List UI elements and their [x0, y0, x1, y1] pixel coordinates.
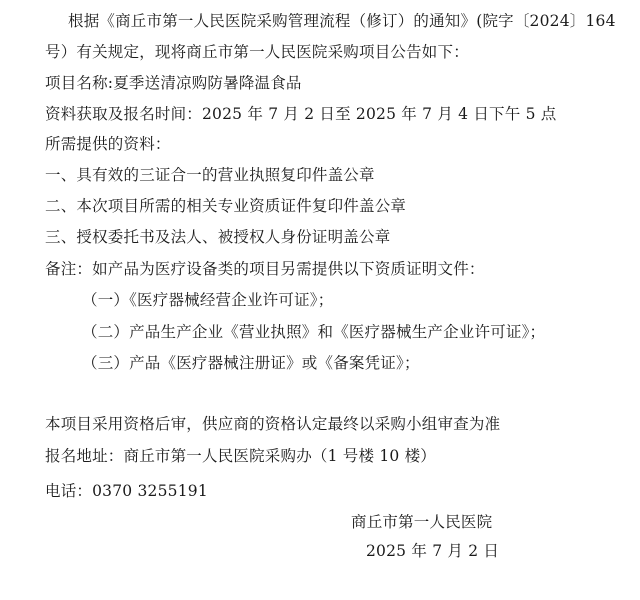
remark-item: （二）产品生产企业《营业执照》和《医疗器械生产企业许可证》；: [82, 323, 546, 341]
registration-address: 报名地址：商丘市第一人民医院采购办（1 号楼 10 楼）: [45, 447, 436, 465]
remark-item: （三）产品《医疗器械注册证》或《备案凭证》；: [82, 354, 420, 372]
remark-item: （一）《医疗器械经营企业许可证》；: [82, 291, 334, 309]
contact-phone: 电话：0370 3255191: [45, 482, 208, 500]
material-item: 二、本次项目所需的相关专业资质证件复印件盖公章: [45, 197, 407, 215]
signature-organization: 商丘市第一人民医院: [351, 513, 493, 531]
registration-time: 资料获取及报名时间：2025 年 7 月 2 日至 2025 年 7 月 4 日下午 5 点: [45, 105, 557, 123]
material-item: 一、具有效的三证合一的营业执照复印件盖公章: [45, 166, 375, 184]
material-item: 三、授权委托书及法人、被授权人身份证明盖公章: [45, 228, 391, 246]
materials-heading: 所需提供的资料：: [45, 135, 171, 153]
intro-text-line-2: 号）有关规定，现将商丘市第一人民医院采购项目公告如下：: [45, 43, 469, 61]
signature-date: 2025 年 7 月 2 日: [366, 542, 500, 560]
intro-text-line-1: 根据《商丘市第一人民医院采购管理流程（修订）的通知》(院字〔2024〕164: [68, 12, 616, 30]
remark-text: 备注：如产品为医疗设备类的项目另需提供以下资质证明文件：: [45, 260, 485, 278]
review-note: 本项目采用资格后审，供应商的资格认定最终以采购小组审查为准: [45, 415, 501, 433]
project-name: 项目名称:夏季送清凉购防暑降温食品: [45, 74, 302, 92]
